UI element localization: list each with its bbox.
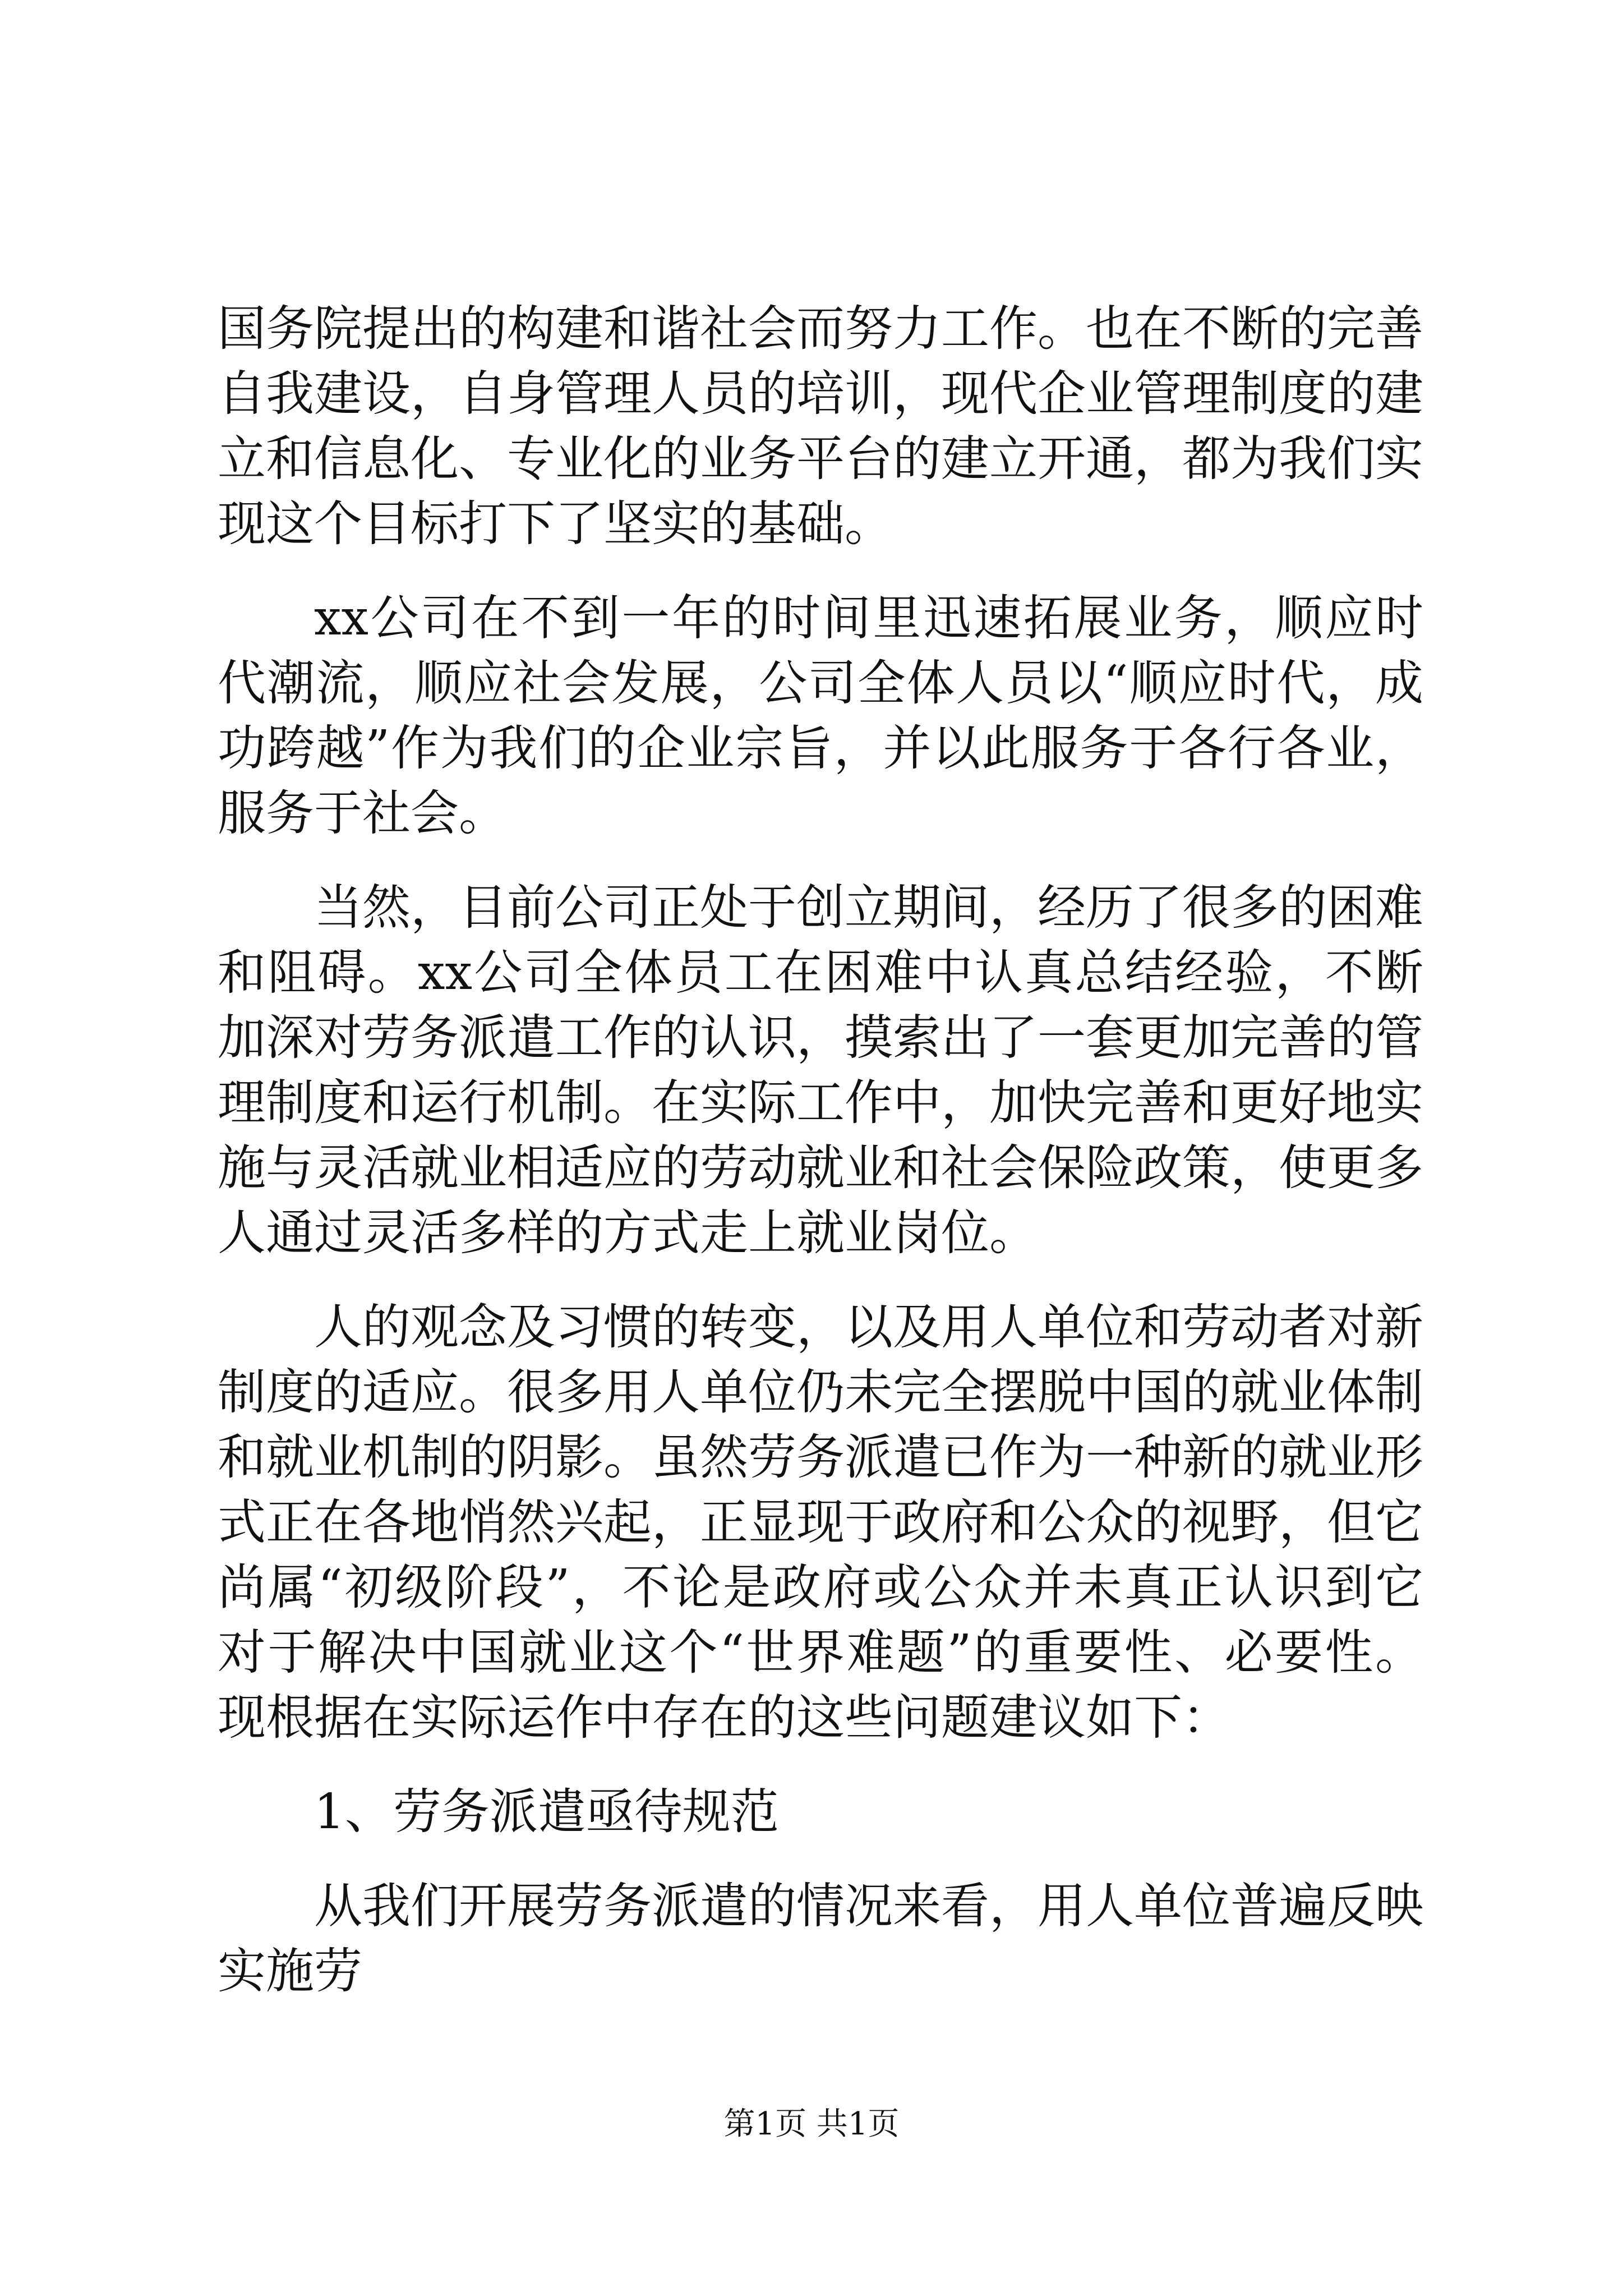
paragraph-1: 国务院提出的构建和谐社会而努力工作。也在不断的完善自我建设，自身管理人员的培训，现代企业管理制度的建立和信息化、专业化的业务平台的建立开通，都为我们实现这个目标打下了坚实的基础。 [218, 301, 1423, 552]
paragraph-4: 人的观念及习惯的转变，以及用人单位和劳动者对新制度的适应。很多用人单位仍未完全摆脱中国的就业体制和就业机制的阴影。虽然劳务派遣已作为一种新的就业形式正在各地悄然兴起，正显现于政府和公众的视野，但它尚属“初级阶段”，不论是政府或公众并未真正认识到它对于解决中国就业这个“世界难题”的重要性、必要性。现根据在实际运作中存在的这些问题建议如下： [218, 1299, 1423, 1746]
document-body [218, 296, 1423, 2033]
paragraph-5: 从我们开展劳务派遣的情况来看，用人单位普遍反映实施劳 [218, 1878, 1423, 1999]
page-footer: 第1页 共1页 [723, 2106, 900, 2142]
section-heading-1: 1、劳务派遣亟待规范 [314, 1784, 779, 1840]
paragraph-3: 当然，目前公司正处于创立期间，经历了很多的困难和阻碍。xx公司全体员工在困难中认真总结经验，不断加深对劳务派遣工作的认识，摸索出了一套更加完善的管理制度和运行机制。在实际工作中，加快完善和更好地实施与灵活就业相适应的劳动就业和社会保险政策，使更多人通过灵活多样的方式走上就业岗位。 [218, 880, 1423, 1261]
paragraph-2: xx公司在不到一年的时间里迅速拓展业务，顺应时代潮流，顺应社会发展，公司全体人员以“顺应时代，成功跨越”作为我们的企业宗旨，并以此服务于各行各业，服务于社会。 [218, 590, 1423, 841]
